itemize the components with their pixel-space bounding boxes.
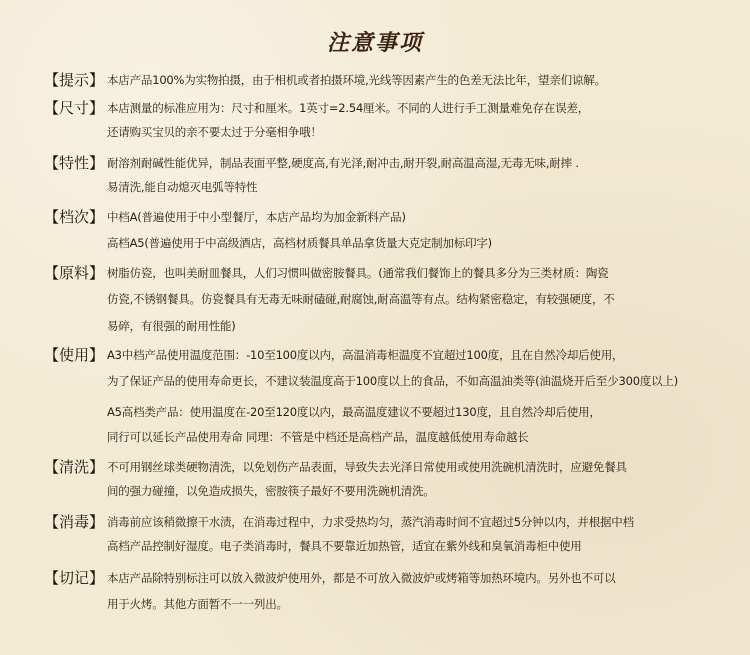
section-line: 高档A5(普遍使用于中高级酒店，高档材质餐具单品拿货量大克定制加标印字) [107, 236, 492, 250]
section-label: 【档次】 [44, 208, 105, 226]
section-line: 高档产品控制好湿度。电子类消毒时，餐具不要靠近加热管，适宜在紫外线和臭氧消毒柜中使用 [107, 539, 582, 553]
section-label: 【原料】 [44, 264, 105, 282]
section-line: 易碎，有很强的耐用性能) [107, 319, 236, 333]
section-line: 还请购买宝贝的亲不要太过于分毫相争哦！ [107, 125, 322, 139]
page-title: 注意事项 [326, 31, 423, 56]
section-line: 仿瓷,不锈钢餐具。仿瓷餐具有无毒无味耐磕碰,耐腐蚀,耐高温等有点。结构紧密稳定，有较强硬度，不 [107, 292, 615, 306]
section-line: 消毒前应该稍微擦干水渍，在消毒过程中，力求受热均匀，蒸汽消毒时间不宜超过5分钟以内，并根据中档 [107, 515, 634, 529]
section-line: A5高档类产品：使用温度在-20至120度以内，最高温度建议不要超过130度，且自然冷却后使用， [107, 405, 601, 419]
section-line: 为了保证产品的使用寿命更长，不建议装温度高于100度以上的食品，不如高温油类等(油温烧开后至少300度以上) [107, 374, 679, 388]
section-line: 用于火烤。其他方面暂不一一列出。 [107, 597, 288, 611]
section-label: 【特性】 [44, 154, 105, 172]
section-label: 【使用】 [44, 346, 105, 364]
section-line: 同行可以延长产品使用寿命 同理：不管是中档还是高档产品，温度越低使用寿命越长 [107, 430, 529, 444]
section-line: 中档A(普遍使用于中小型餐厅，本店产品均为加金新料产品) [107, 210, 406, 224]
section-line: 耐溶剂耐碱性能优异，制品表面平整,硬度高,有光泽,耐冲击,耐开裂,耐高温高湿,无毒无味,耐摔 . [107, 156, 579, 170]
section-line: 树脂仿瓷，也叫美耐皿餐具，人们习惯叫做密胺餐具。(通常我们餐饰上的餐具多分为三类材质：陶瓷 [107, 266, 609, 280]
section-label: 【切记】 [44, 569, 105, 587]
section-label: 【提示】 [44, 71, 105, 89]
section-line: 不可用钢丝球类硬物清洗，以免划伤产品表面，导致失去光泽日常使用或使用洗碗机清洗时，应避免餐具 [107, 460, 627, 474]
section-label: 【清洗】 [44, 458, 105, 476]
section-label: 【尺寸】 [44, 99, 105, 117]
section-line: 本店测量的标准应用为：尺寸和厘米。1英寸=2.54厘米。不同的人进行手工测量难免存在误差， [107, 101, 590, 115]
section-line: A3中档产品使用温度范围：-10至100度以内，高温消毒柜温度不宜超过100度，且在自然冷却后使用， [107, 348, 624, 362]
section-line: 易清洗,能自动熄灭电弧等特性 [107, 180, 258, 194]
section-label: 【消毒】 [44, 513, 105, 531]
section-line: 间的强力碰撞，以免造成损失，密胺筷子最好不要用洗碗机清洗。 [107, 484, 435, 498]
section-line: 本店产品100%为实物拍摄，由于相机或者拍摄环境,光线等因素产生的色差无法比年，望亲们谅解。 [107, 73, 606, 87]
section-line: 本店产品除特别标注可以放入微波炉使用外，都是不可放入微波炉或烤箱等加热环境内。另外也不可以 [107, 571, 616, 585]
